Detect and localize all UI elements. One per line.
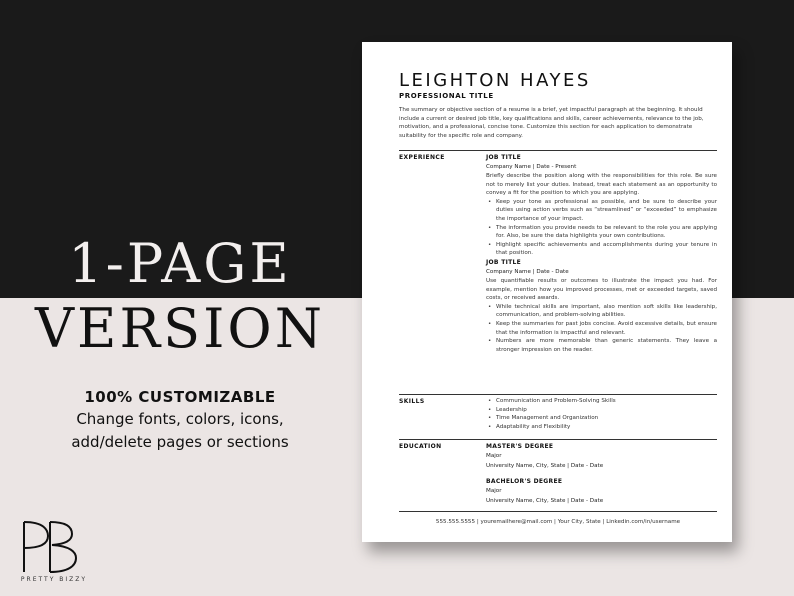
- skills-list: [486, 397, 717, 431]
- skills-label: SKILLS: [399, 398, 425, 405]
- skill-item: • Communication and Problem-Solving Skills: [486, 397, 717, 406]
- job-description: Use quantifiable results or outcomes to illustrate the impact you had. For example, mention how you improved processes, met or exceeded targets, saved costs, or received awards.: [486, 277, 717, 302]
- job-company-date: Company Name | Date - Date: [486, 268, 569, 275]
- job-title: JOB TITLE: [486, 154, 522, 161]
- job-bullet: • While technical skills are important, also mention soft skills like leadership, communication, and problem-solving abilities.: [486, 303, 717, 320]
- job-title: JOB TITLE: [486, 258, 522, 266]
- degree-major: Major: [486, 488, 502, 494]
- resume-professional-title: PROFESSIONAL TITLE: [399, 92, 494, 100]
- experience-label: EXPERIENCE: [399, 154, 445, 161]
- divider-contact: [399, 511, 717, 512]
- skill-item: • Time Management and Organization: [486, 414, 717, 423]
- tagline-customizable: 100% CUSTOMIZABLE: [84, 388, 276, 406]
- headline-line-2: VERSION: [35, 297, 325, 360]
- job-entry-1: [486, 153, 717, 258]
- job-bullets: [486, 303, 717, 355]
- education-section: [486, 442, 717, 506]
- education-entry-2: [486, 477, 717, 506]
- resume-name: LEIGHTON HAYES: [399, 70, 591, 91]
- brand-name: PRETTY BIZZY: [20, 576, 88, 583]
- education-label: EDUCATION: [399, 443, 442, 450]
- degree-title: BACHELOR'S DEGREE: [486, 478, 563, 485]
- job-bullet: • Highlight specific achievements and accomplishments during your tenure in that position.: [486, 241, 717, 258]
- job-bullets: [486, 198, 717, 258]
- job-bullet: • Numbers are more memorable than generic statements. They leave a stronger impression on the reader.: [486, 337, 717, 354]
- skills-section: [486, 397, 717, 431]
- divider-education: [399, 439, 717, 440]
- divider-skills: [399, 394, 717, 395]
- job-entry-2: [486, 258, 717, 354]
- experience-section: [486, 153, 717, 354]
- skill-item: • Adaptability and Flexibility: [486, 423, 717, 432]
- education-entry-1: [486, 442, 717, 471]
- divider-experience: [399, 150, 717, 151]
- job-bullet: • Keep the summaries for past jobs concise. Avoid excessive details, but ensure that the information is impactful and relevant.: [486, 320, 717, 337]
- headline-line-1: 1-PAGE: [68, 232, 292, 295]
- skill-item: • Leadership: [486, 406, 717, 415]
- resume-page: [362, 42, 732, 542]
- degree-school: University Name, City, State | Date - Date: [486, 498, 604, 504]
- contact-line: 555.555.5555 | youremailhere@mail.com | Your City, State | Linkedin.com/in/username: [435, 519, 681, 525]
- resume-summary: The summary or objective section of a resume is a brief, yet impactful paragraph at the beginning. It should include a current or desired job title, key qualifications and skills, career achievements, relevance to the job, motivation, and a professional, concise tone. Customize this section for each application to demonstrate suitability for the specific role and company.: [399, 107, 704, 139]
- degree-title: MASTER'S DEGREE: [486, 443, 554, 450]
- job-description: Briefly describe the position along with the responsibilities for this role. Be sure not to merely list your duties. Instead, treat each statement as an opportunity to convey a fit for the position to which you are applying.: [486, 173, 717, 197]
- job-bullet: • The information you provide needs to be relevant to the role you are applying for. Also, be sure the data highlights your own contributions.: [486, 224, 717, 241]
- job-bullet: • Keep your tone as professional as possible, and be sure to describe your duties using action verbs such as “streamlined” or “exceeded” to emphasize the importance of your impact.: [486, 198, 717, 224]
- pb-monogram-icon: [14, 516, 94, 576]
- degree-major: Major: [486, 453, 502, 459]
- tagline-line-3: add/delete pages or sections: [71, 433, 289, 451]
- tagline-line-2: Change fonts, colors, icons,: [76, 410, 284, 428]
- job-company-date: Company Name | Date - Present: [486, 164, 577, 170]
- degree-school: University Name, City, State | Date - Date: [486, 463, 604, 469]
